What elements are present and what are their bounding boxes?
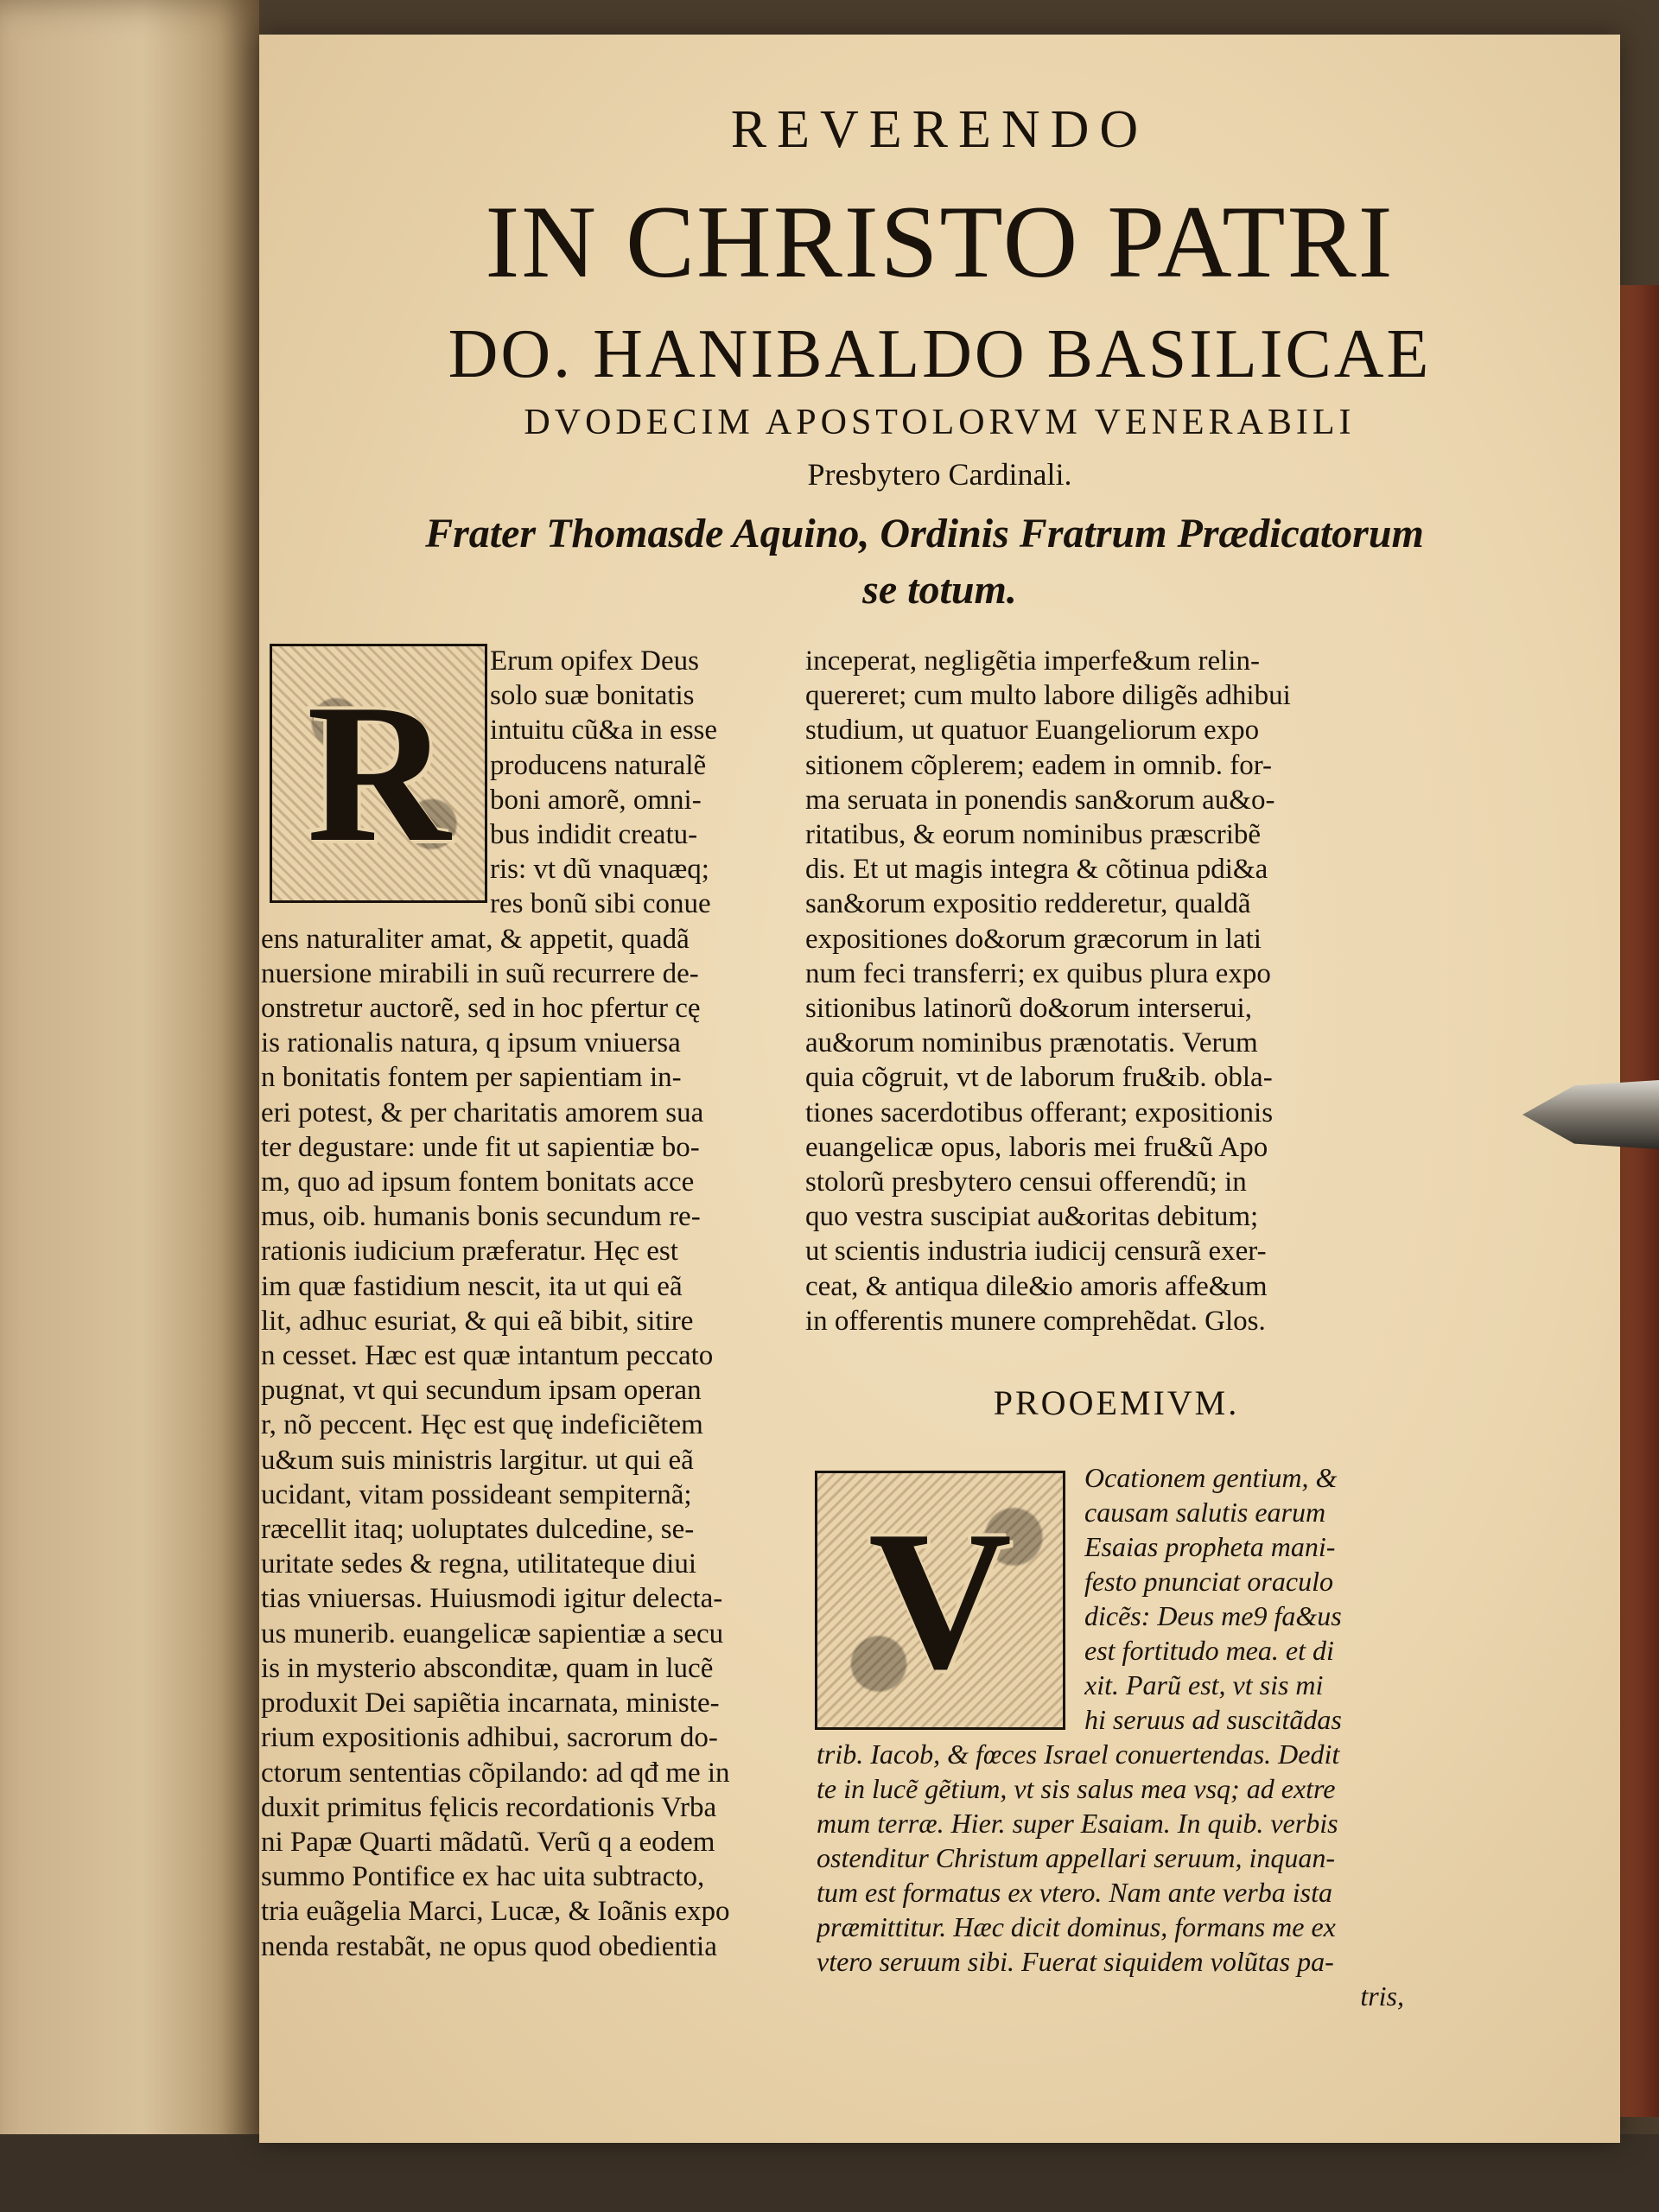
text-line: ut scientis industria iudicij censurã exer- <box>805 1236 1267 1268</box>
text-line: ctorum sententias cõpilando: ad qđ me in <box>261 1757 730 1789</box>
text-line: trib. Iacob, & fœces Israel conuertendas. Dedit <box>817 1738 1340 1770</box>
text-line: ris: vt dũ vnaquæq; <box>490 854 709 886</box>
text-line: te in lucẽ gẽtium, vt sis salus mea vsq; ad extre <box>817 1773 1336 1804</box>
text-line: lit, adhuc esuriat, & qui eã bibit, sitire <box>261 1305 694 1337</box>
proemium-text-beside-initial <box>1084 1460 1404 1737</box>
initial-letter: R <box>306 663 451 883</box>
text-line: euangelicæ opus, laboris mei fru&ũ Apo <box>805 1131 1268 1163</box>
decorated-initial-v <box>815 1471 1065 1730</box>
text-line: tias vniuersas. Huiusmodi igitur delecta- <box>261 1583 723 1615</box>
text-line: sitionibus latinorũ do&orum interserui, <box>805 993 1252 1025</box>
text-line: Ocationem gentium, & <box>1084 1462 1338 1493</box>
text-line: ens naturaliter amat, & appetit, quadã <box>261 923 690 955</box>
right-text-column <box>805 644 1630 1338</box>
initial-letter: V <box>868 1490 1013 1710</box>
text-line: festo pnunciat oraculo <box>1084 1566 1333 1597</box>
text-line: us munerib. euangelicæ sapientiæ a secu <box>261 1618 724 1649</box>
text-line: est fortitudo mea. et di <box>1084 1635 1334 1666</box>
text-line: r, nõ peccent. Hęc est quę indeficiẽtem <box>261 1409 703 1441</box>
text-line: dicẽs: Deus me9 fa&us <box>1084 1600 1342 1631</box>
text-line: ceat, & antiqua dile&io amoris affe&um <box>805 1270 1268 1302</box>
text-line: m, quo ad ipsum fontem bonitats acce <box>261 1166 695 1198</box>
text-line: produxit Dei sapiẽtia incarnata, ministe- <box>261 1688 720 1719</box>
left-text-column <box>261 644 788 1964</box>
text-line: bus indidit creatu- <box>490 819 698 851</box>
text-line: nuersione mirabili in suũ recurrere de- <box>261 957 699 989</box>
text-line: rationis iudicium præferatur. Hęc est <box>261 1236 678 1268</box>
text-line: n cesset. Hæc est quæ intantum peccato <box>261 1340 714 1372</box>
text-line: is rationalis natura, q ipsum vniuersa <box>261 1027 681 1059</box>
text-line: nenda restabãt, ne opus quod obedientia <box>261 1930 717 1962</box>
book-page <box>259 35 1620 2143</box>
text-line: onstretur auctorẽ, sed in hoc pfertur cę <box>261 993 701 1025</box>
text-line: quo vestra suscipiat au&oritas debitum; <box>805 1201 1259 1233</box>
text-line: is in mysterio absconditæ, quam in lucẽ <box>261 1652 714 1684</box>
dedication-line-1: Frater Thomasde Aquino, Ordinis Fratrum Prædicatorum <box>425 511 1424 556</box>
text-line: vtero seruum sibi. Fuerat siquidem volũtas pa- <box>817 1946 1334 1977</box>
text-line: producens naturalẽ <box>490 749 707 781</box>
text-line: tiones sacerdotibus offerant; expositionis <box>805 1096 1274 1128</box>
text-line: u&um suis ministris largitur. ut qui eã <box>261 1444 694 1476</box>
text-line: res bonũ sibi conue <box>490 888 711 920</box>
text-line: boni amorẽ, omni- <box>490 784 702 816</box>
text-line: ni Papæ Quarti mãdatũ. Verũ q a eodem <box>261 1826 715 1858</box>
text-line: causam salutis earum <box>1084 1497 1326 1528</box>
text-line: studium, ut quatuor Euangeliorum expo <box>805 715 1260 747</box>
text-line: sitionem cõplerem; eadem in omnib. for- <box>805 749 1273 781</box>
text-line: in offerentis munere comprehẽdat. Glos. <box>805 1305 1266 1337</box>
title-line-4: DVODECIM APOSTOLORVM VENERABILI <box>524 403 1356 442</box>
text-line: expositiones do&orum græcorum in lati <box>805 923 1262 955</box>
text-line: xit. Parũ est, vt sis mi <box>1084 1669 1324 1700</box>
proemium-text <box>817 1737 1421 2013</box>
text-line: im quæ fastidium nescit, ita ut qui eã <box>261 1270 683 1302</box>
title-line-1: REVERENDO <box>730 100 1149 159</box>
text-line: san&orum expositio redderetur, qualdã <box>805 888 1251 920</box>
text-line: solo suæ bonitatis <box>490 680 695 712</box>
text-line: Erum opifex Deus <box>490 645 699 677</box>
text-line: stolorũ presbytero censui offerendũ; in <box>805 1166 1247 1198</box>
text-line: ma seruata in ponendis san&orum au&o- <box>805 784 1275 816</box>
proemium-heading: PROOEMIVM. <box>993 1383 1240 1422</box>
text-line: mus, oib. humanis bonis secundum re- <box>261 1201 701 1233</box>
facing-page-edge <box>0 0 259 2212</box>
catchword: tris, <box>1360 1980 1404 2012</box>
text-line: ritatibus, & eorum nominibus præscribẽ <box>805 819 1262 851</box>
title-line-5: Presbytero Cardinali. <box>807 457 1072 492</box>
text-line: inceperat, negligẽtia imperfe&um relin- <box>805 645 1260 677</box>
title-line-3: DO. HANIBALDO BASILICAE <box>448 316 1432 392</box>
text-line: ostenditur Christum appellari seruum, inquan- <box>817 1842 1336 1873</box>
text-line: intuitu cũ&a in esse <box>490 715 718 747</box>
text-line: mum terræ. Hier. super Esaiam. In quib. verbis <box>817 1808 1338 1839</box>
text-line: ucidant, vitam possideant sempiternã; <box>261 1478 692 1510</box>
text-line: duxit primitus fęlicis recordationis Vrba <box>261 1791 717 1823</box>
text-line: quia cõgruit, vt de laborum fru&ib. obla- <box>805 1062 1273 1094</box>
text-line: au&orum nominibus prænotatis. Verum <box>805 1027 1258 1059</box>
text-line: eri potest, & per charitatis amorem sua <box>261 1096 704 1128</box>
text-line: n bonitatis fontem per sapientiam in- <box>261 1062 682 1094</box>
text-line: rium expositionis adhibui, sacrorum do- <box>261 1722 718 1754</box>
text-line: uritate sedes & regna, utilitateque diui <box>261 1548 697 1580</box>
text-line: tum est formatus ex vtero. Nam ante verba ista <box>817 1877 1332 1908</box>
text-line: summo Pontifice ex hac uita subtracto, <box>261 1861 705 1893</box>
text-line: præmittitur. Hæc dicit dominus, formans me ex <box>817 1911 1336 1942</box>
title-line-2: IN CHRISTO PATRI <box>485 184 1395 299</box>
text-line: hi seruus ad suscitãdas <box>1084 1704 1342 1735</box>
table-surface <box>0 2134 1659 2212</box>
dedication-line-2: se totum. <box>862 567 1017 613</box>
text-line: num feci transferri; ex quibus plura expo <box>805 957 1271 989</box>
text-line: pugnat, vt qui secundum ipsam operan <box>261 1375 702 1407</box>
text-line: dis. Et ut magis integra & cõtinua pdi&a <box>805 854 1268 886</box>
text-line: quereret; cum multo labore diligẽs adhibui <box>805 680 1291 712</box>
text-line: ræcellit itaq; uoluptates dulcedine, se- <box>261 1514 695 1546</box>
text-line: Esaias propheta mani- <box>1084 1531 1336 1562</box>
text-line: tria euãgelia Marci, Lucæ, & Ioãnis expo <box>261 1896 730 1928</box>
text-line: ter degustare: unde fit ut sapientiæ bo- <box>261 1131 700 1163</box>
